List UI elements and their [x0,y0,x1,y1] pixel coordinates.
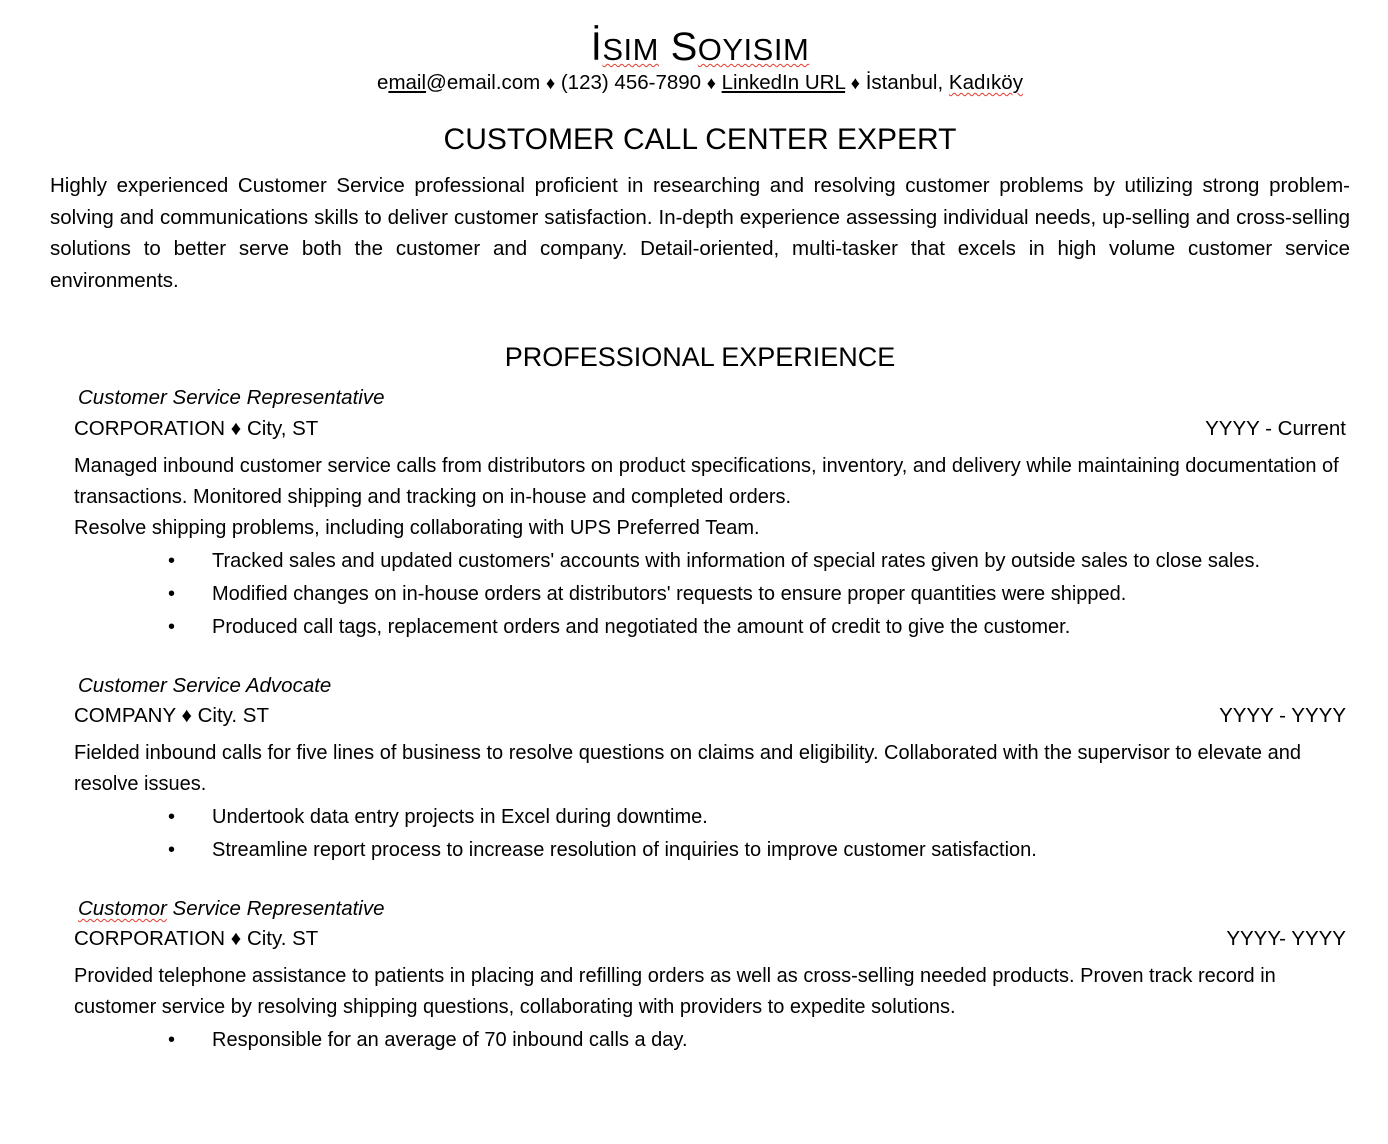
job-company: CORPORATION ♦ City, ST [74,416,319,440]
last-name-rest: OYISIM [697,32,810,67]
first-name-initial: İ [590,25,603,69]
list-item [50,612,1350,643]
job-description-line: Resolve shipping problems, including collaborating with UPS Preferred Team. [74,516,760,539]
experience-entry [50,385,1350,642]
list-item-text: Tracked sales and updated customers' accounts with information of special rates given by outside sales to close sales. [212,549,1261,572]
job-meta [74,703,1350,730]
job-headline: CUSTOMER CALL CENTER EXPERT [443,122,957,156]
bullet-icon: • [168,615,176,638]
job-company: CORPORATION ♦ City. ST [74,927,319,951]
section-title-experience: PROFESSIONAL EXPERIENCE [504,341,896,372]
list-item-text: Streamline report process to increase resolution of inquiries to improve customer satisfaction. [212,838,1037,861]
job-description-line: Provided telephone assistance to patients in placing and refilling orders as well as cross-selling needed products. Proven track record in customer service by resolving shipping questions, collaborating with providers to expedite solutions. [74,965,1276,1019]
page-title [50,26,1350,69]
bullet-icon: • [168,838,176,861]
job-company: COMPANY ♦ City. ST [74,704,269,728]
job-dates: YYYY - Current [1205,416,1346,440]
location-city: İstanbul, [865,71,944,95]
job-description [74,451,1350,544]
location-district: Kadıköy [948,71,1023,95]
job-description [74,961,1350,1023]
email-suffix: @email.com [426,71,541,95]
job-title: Customer Service Advocate [78,673,332,697]
professional-summary: Highly experienced Customer Service professional proficient in researching and resolving customer problems by utilizing strong problem-solving and communications skills to deliver customer satisfaction. In-depth experience assessing individual needs, up-selling and cross-selling solutions to better serve both the customer and company. Detail-oriented, multi-tasker that excels in high volume customer service environments. [50,173,1350,293]
list-item [50,835,1350,866]
list-item-text: Undertook data entry projects in Excel during downtime. [212,805,708,828]
separator-diamond-icon: ♦ [850,73,860,94]
bullet-icon: • [168,582,176,605]
list-item-text: Modified changes on in-house orders at distributors' requests to ensure proper quantities were shipped. [212,582,1127,605]
job-bullet-list [50,802,1350,866]
job-title-misspelled-word: Customor [78,896,167,920]
list-item-text: Produced call tags, replacement orders and negotiated the amount of credit to give the customer. [212,615,1071,638]
separator-diamond-icon: ♦ [545,73,556,94]
job-title [78,896,1350,923]
list-item [50,579,1350,610]
job-meta [74,416,1350,443]
job-dates: YYYY - YYYY [1219,704,1346,728]
bullet-icon: • [168,805,176,828]
last-name-initial: S [670,25,698,69]
job-description [74,738,1350,800]
job-meta [74,926,1350,953]
spacer [50,647,1350,673]
spacer [50,870,1350,896]
list-item [50,546,1350,577]
list-item-text: Responsible for an average of 70 inbound calls a day. [212,1029,688,1052]
job-bullet-list [50,1025,1350,1056]
job-description-line: Fielded inbound calls for five lines of business to resolve questions on claims and eligibility. Collaborated with the supervisor to elevate and resolve issues. [74,741,1301,795]
job-title: Customer Service Representative [78,386,385,410]
job-bullet-list [50,546,1350,643]
email-prefix: e [377,71,389,95]
list-item [50,1025,1350,1056]
experience-entry [50,673,1350,866]
list-item [50,802,1350,833]
job-dates: YYYY- YYYY [1226,927,1346,951]
separator-diamond-icon: ♦ [706,73,716,94]
linkedin-url[interactable]: LinkedIn URL [721,71,846,95]
job-title-rest: Service Representative [166,896,385,920]
bullet-icon: • [168,549,176,572]
job-description-line: Managed inbound customer service calls from distributors on product specifications, inventory, and delivery while maintaining documentation of transactions. Monitored shipping and tracking on in-house and completed orders. [74,454,1339,508]
experience-entry [50,896,1350,1056]
bullet-icon: • [168,1029,176,1052]
phone-number: (123) 456-7890 [560,71,702,95]
email-link[interactable]: mail [388,71,427,95]
first-name-rest: SIM [602,32,659,67]
contact-line [50,71,1350,96]
